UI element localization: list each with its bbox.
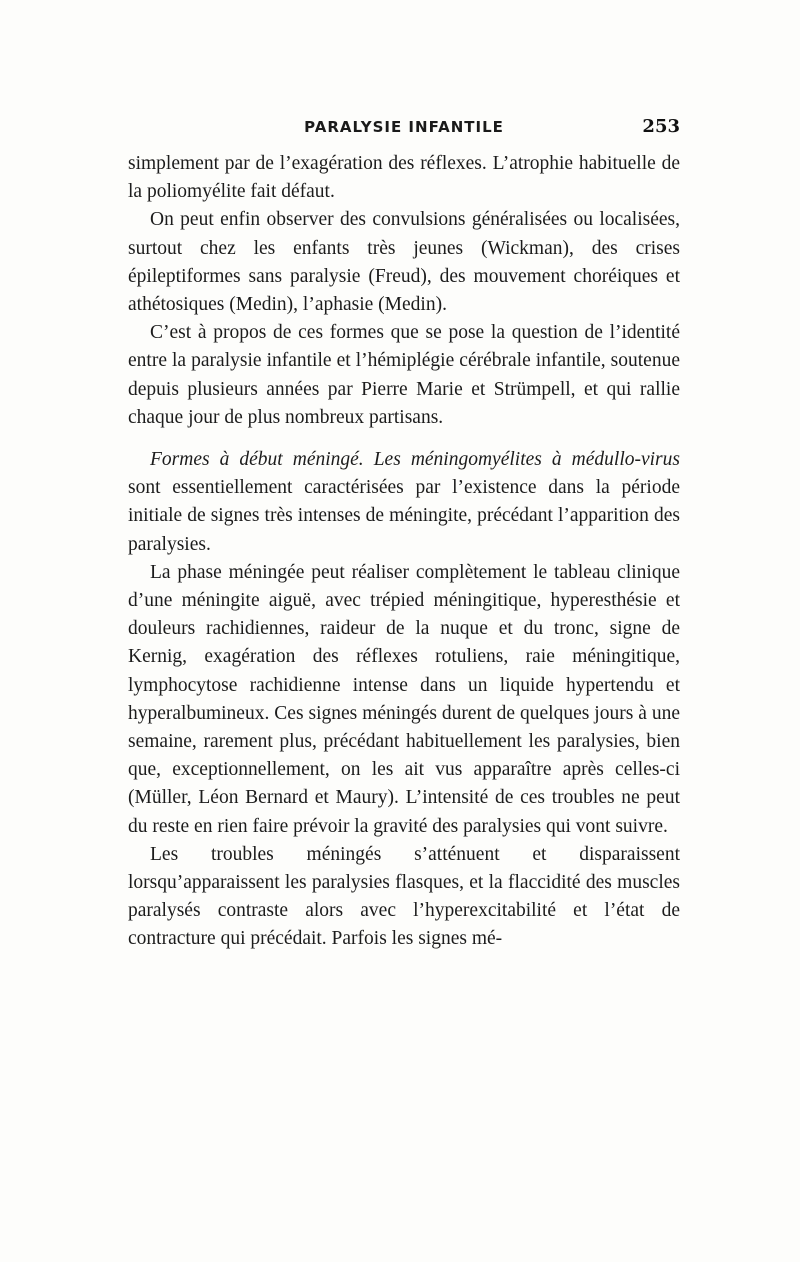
page-header: [128, 118, 680, 142]
paragraph: C’est à propos de ces formes que se pose la question de l’identité entre la paralysie infantile et l’hémiplégie cérébrale infantile, soutenue depuis plusieurs années par Pierre Marie et Strümpell, et qui rallie chaque jour de plus nombreux partisans.: [128, 322, 680, 428]
paragraph: On peut enfin observer des convulsions généralisées ou localisées, surtout chez les enfants très jeunes (Wickman), des crises épileptiformes sans paralysie (Freud), des mouvement choréiques et athétosiques (Medin), l’aphasie (Medin).: [128, 209, 680, 316]
paragraph: simplement par de l’exagération des réflexes. L’atrophie habituelle de la poliomyélite fait défaut.: [128, 153, 680, 203]
section-heading: Formes à début méningé. Les méningomyélites à médullo-virus: [150, 449, 680, 471]
body-text: [128, 150, 680, 954]
page-number: 253: [642, 116, 680, 137]
paragraph: La phase méningée peut réaliser complètement le tableau clinique d’une méningite aiguë, avec trépied méningitique, hyperesthésie et douleurs rachidiennes, raideur de la nuque et du tronc, signe de Kernig, exagération des réflexes rotuliens, raie méningitique, lymphocytose rachidienne intense dans un liquide hypertendu et hyperalbumineux. Ces signes méningés durent de quelques jours à une semaine, rarement plus, précédant habituellement les paralysies, bien que, exceptionnellement, on les ait vus apparaître après celles-ci (Müller, Léon Bernard et Maury). L’intensité de ces troubles ne peut du reste en rien faire prévoir la gravité des paralysies qui vont suivre.: [128, 561, 680, 837]
paragraph-text: sont essentiellement caractérisées par l’existence dans la période initiale de signes très intenses de méningite, précédant l’apparition des paralysies.: [128, 477, 680, 555]
running-title: PARALYSIE INFANTILE: [304, 118, 504, 136]
paragraph: Les troubles méningés s’atténuent et disparaissent lorsqu’apparaissent les paralysies flasques, et la flaccidité des muscles paralysés contraste alors avec l’hyperexcitabilité et l’état de contracture qui précédait. Parfois les signes mé-: [128, 843, 680, 950]
section-paragraph: [128, 446, 680, 559]
